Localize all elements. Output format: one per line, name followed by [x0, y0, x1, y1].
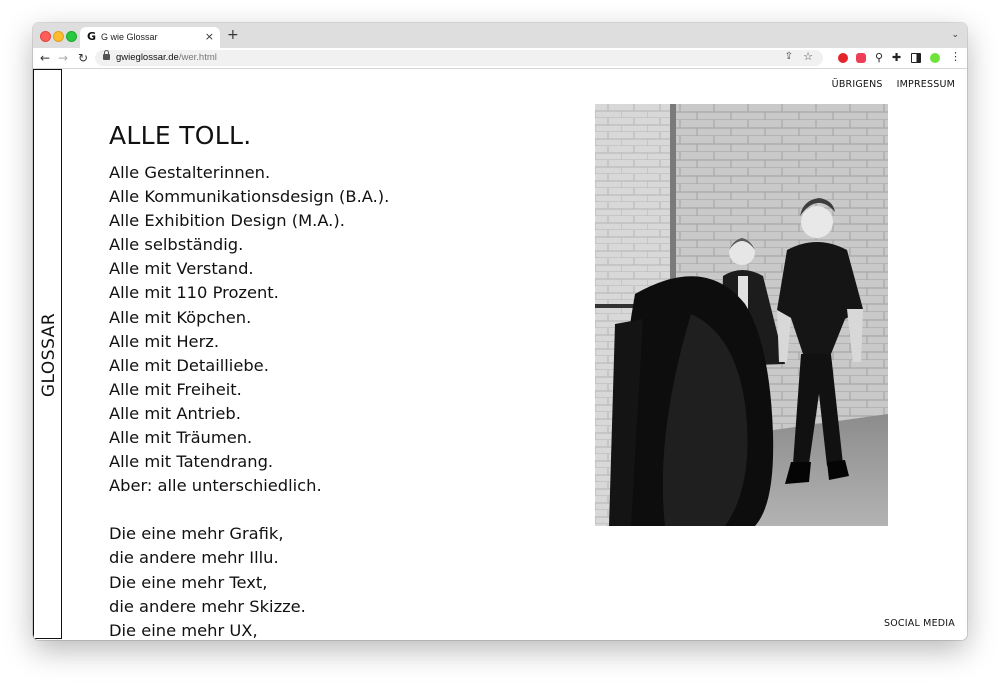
tab-close-icon[interactable]: ×: [204, 30, 214, 43]
forward-icon[interactable]: →: [58, 51, 69, 65]
url-host: gwieglossar.de: [116, 52, 179, 63]
copy-line: Alle mit Antrieb.: [109, 403, 241, 423]
copy-line: Die eine mehr UX,: [109, 620, 258, 640]
minimize-window-button[interactable]: [53, 31, 64, 42]
tab-title: G wie Glossar: [101, 32, 158, 42]
favicon-icon: G: [87, 30, 97, 43]
copy-line: Alle Gestalterinnen.: [109, 163, 271, 182]
page-content: [33, 69, 967, 640]
profile-icon[interactable]: [930, 53, 940, 63]
copy-line: Alle mit Herz.: [109, 331, 219, 351]
copy-line: Alle Exhibition Design (M.A.).: [109, 211, 345, 231]
copy-line: Alle mit Köpchen.: [109, 307, 252, 327]
url-path: /wer.html: [178, 52, 217, 63]
pocket-icon[interactable]: [856, 53, 866, 63]
paragraph-gap: [109, 498, 389, 522]
copy-line: Alle mit Verstand.: [109, 259, 254, 279]
search-icon[interactable]: ⚲: [875, 51, 884, 64]
puzzle-icon[interactable]: ✚: [892, 51, 902, 64]
copy-line: Alle Kommunikationsdesign (B.A.).: [109, 187, 390, 207]
tab-bar: [33, 23, 967, 48]
zoom-window-button[interactable]: [66, 31, 77, 42]
tab-active[interactable]: [80, 27, 220, 48]
reload-icon[interactable]: ↻: [78, 51, 89, 65]
close-window-button[interactable]: [40, 31, 51, 42]
copy-line: die andere mehr Skizze.: [109, 596, 306, 616]
team-photo: [595, 104, 888, 526]
copy-line: Alle mit 110 Prozent.: [109, 283, 279, 303]
copy-line: Alle mit Detailliebe.: [109, 355, 269, 375]
menu-icon[interactable]: ⋮: [950, 50, 961, 63]
copy-line: Alle mit Träumen.: [109, 428, 253, 448]
body-copy: [109, 161, 389, 640]
copy-line: Alle mit Tatendrang.: [109, 452, 274, 472]
bookmark-star-icon[interactable]: ☆: [803, 50, 813, 63]
browser-toolbar: [33, 48, 967, 69]
top-nav: [832, 79, 955, 90]
lock-icon[interactable]: [103, 54, 110, 60]
copy-line: Die eine mehr Grafik,: [109, 524, 284, 544]
back-icon[interactable]: ←: [40, 51, 51, 65]
url-text[interactable]: [116, 52, 217, 63]
share-icon[interactable]: ⇪: [784, 51, 793, 62]
nav-link-uebrigens[interactable]: ÜBRIGENS: [831, 79, 883, 90]
copy-line: Alle selbständig.: [109, 235, 244, 255]
social-media-link[interactable]: SOCIAL MEDIA: [884, 618, 955, 629]
page-title: ALLE TOLL.: [109, 121, 252, 150]
browser-window: [33, 23, 967, 640]
new-tab-icon[interactable]: +: [227, 27, 239, 43]
nav-link-impressum[interactable]: IMPRESSUM: [896, 79, 955, 90]
copy-line: Alle mit Freiheit.: [109, 379, 242, 399]
copy-line: die andere mehr Illu.: [109, 548, 279, 568]
glossar-sidebar[interactable]: [33, 69, 62, 639]
address-bar[interactable]: [95, 50, 823, 66]
glossar-label[interactable]: GLOSSAR: [39, 312, 59, 398]
copy-line: Aber: alle unterschiedlich.: [109, 476, 322, 496]
adblock-icon[interactable]: [838, 53, 848, 63]
tab-search-chevron-icon[interactable]: ⌄: [951, 30, 959, 40]
side-panel-icon[interactable]: [911, 53, 921, 63]
copy-line: Die eine mehr Text,: [109, 572, 268, 592]
